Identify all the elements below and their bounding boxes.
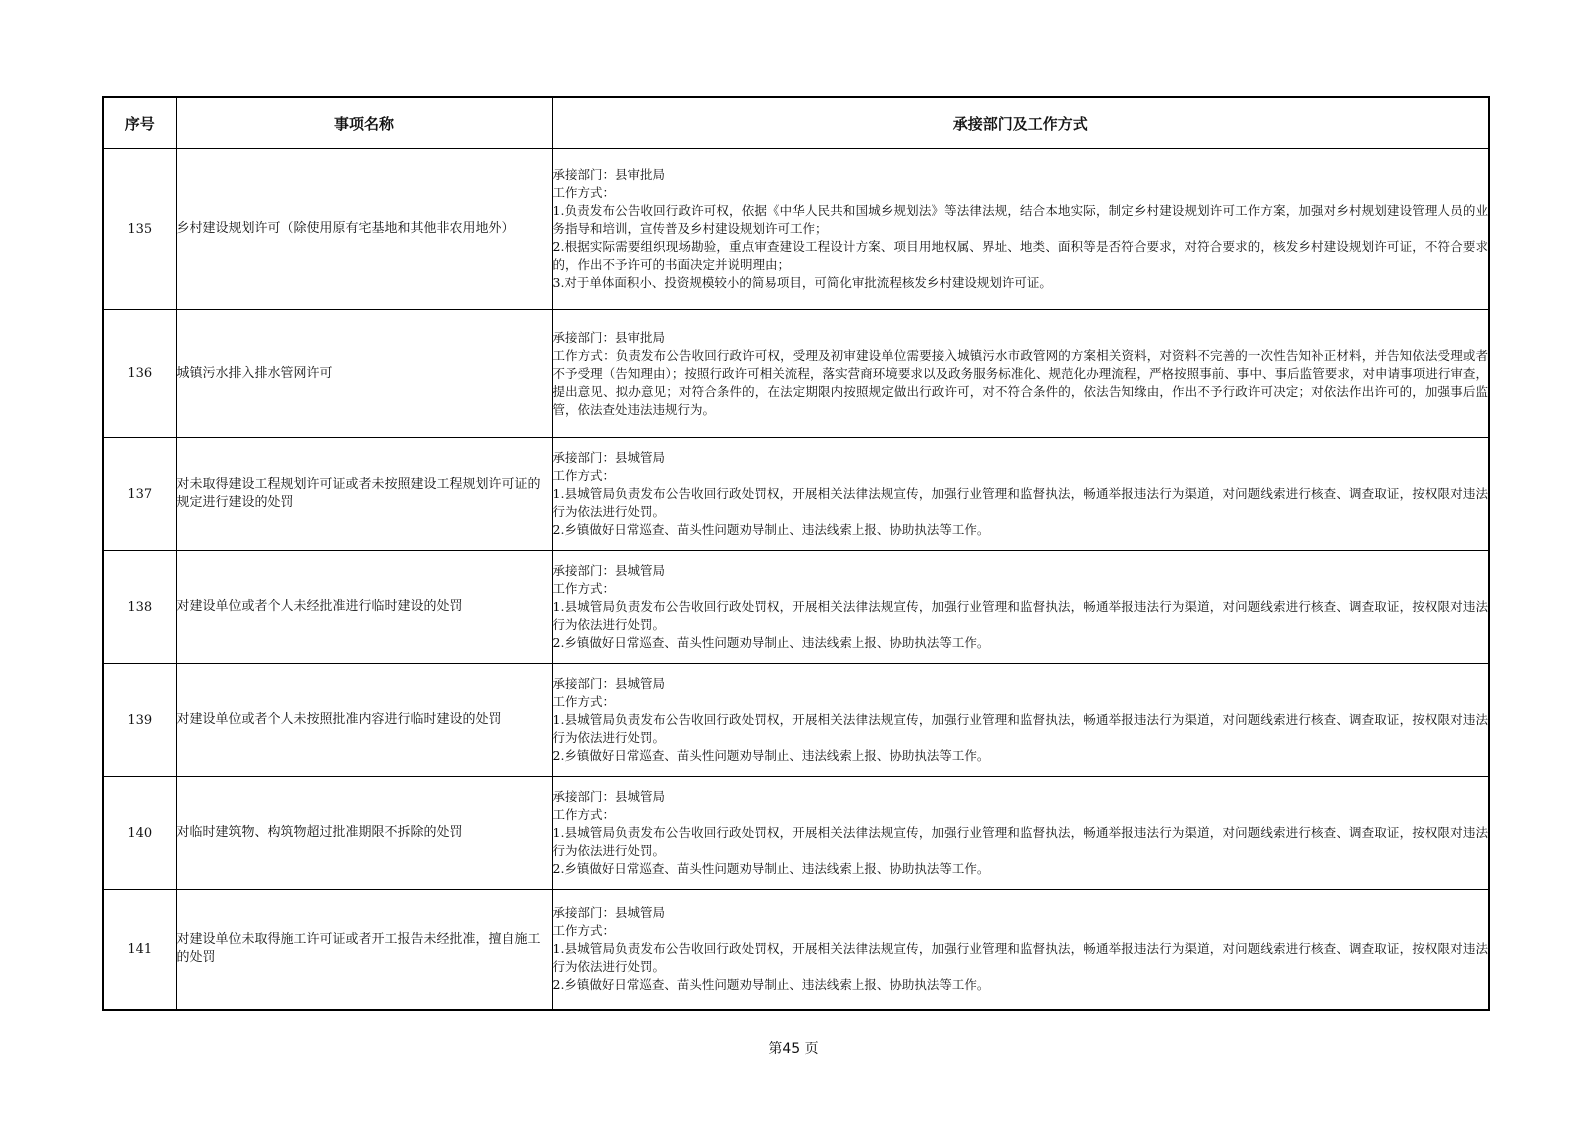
row-number: 136 [103, 310, 176, 438]
item-name: 对建设单位或者个人未按照批准内容进行临时建设的处罚 [176, 664, 552, 777]
detail-line: 3.对于单体面积小、投资规模较小的简易项目，可简化审批流程核发乡村建设规划许可证。 [552, 275, 1052, 290]
detail-line: 承接部门：县城管局 [552, 563, 666, 578]
detail-line: 1.县城管局负责发布公告收回行政处罚权，开展相关法律法规宣传，加强行业管理和监督执法，畅通举报违法行为渠道，对问题线索进行核查、调查取证，按权限对违法行为依法进行处罚。 [552, 599, 1488, 632]
table-row [103, 551, 1489, 664]
item-detail [552, 777, 1489, 890]
header-name: 事项名称 [176, 97, 552, 149]
row-number: 139 [103, 664, 176, 777]
row-number: 135 [103, 149, 176, 310]
row-number: 137 [103, 438, 176, 551]
detail-line: 工作方式：负责发布公告收回行政许可权，受理及初审建设单位需要接入城镇污水市政管网的方案相关资料，对资料不完善的一次性告知补正材料，并告知依法受理或者不予受理（告知理由）；按照行政许可相关流程，落实营商环境要求以及政务服务标准化、规范化办理流程，严格按照事前、事中、事后监管要求，对申请事项进行审查，提出意见、拟办意见；对符合条件的，在法定期限内按照规定做出行政许可，对不符合条件的，依法告知缘由，作出不予行政许可决定；对依法作出许可的，加强事后监管，依法查处违法违规行为。 [552, 347, 1488, 417]
item-name: 城镇污水排入排水管网许可 [176, 310, 552, 438]
detail-line: 2.乡镇做好日常巡查、苗头性问题劝导制止、违法线索上报、协助执法等工作。 [552, 861, 990, 876]
detail-line: 1.县城管局负责发布公告收回行政处罚权，开展相关法律法规宣传，加强行业管理和监督执法，畅通举报违法行为渠道，对问题线索进行核查、调查取证，按权限对违法行为依法进行处罚。 [552, 712, 1488, 745]
detail-line: 2.根据实际需要组织现场勘验，重点审查建设工程设计方案、项目用地权属、界址、地类、面积等是否符合要求，对符合要求的，核发乡村建设规划许可证，不符合要求的，作出不予许可的书面决定并说明理由； [552, 239, 1488, 272]
detail-line: 2.乡镇做好日常巡查、苗头性问题劝导制止、违法线索上报、协助执法等工作。 [552, 748, 990, 763]
page-number: 第45 页 [768, 1041, 819, 1057]
detail-line: 承接部门：县城管局 [552, 789, 666, 804]
item-name: 对建设单位或者个人未经批准进行临时建设的处罚 [176, 551, 552, 664]
detail-line: 2.乡镇做好日常巡查、苗头性问题劝导制止、违法线索上报、协助执法等工作。 [552, 522, 990, 537]
table-row [103, 664, 1489, 777]
item-detail [552, 149, 1489, 310]
detail-line: 2.乡镇做好日常巡查、苗头性问题劝导制止、违法线索上报、协助执法等工作。 [552, 977, 990, 993]
detail-line: 承接部门：县城管局 [552, 905, 666, 921]
approval-items-table [102, 96, 1490, 1011]
detail-line: 工作方式： [552, 923, 616, 939]
detail-line: 工作方式： [552, 185, 616, 200]
item-detail [552, 551, 1489, 664]
item-detail [552, 438, 1489, 551]
row-number: 140 [103, 777, 176, 890]
detail-line: 承接部门：县审批局 [552, 329, 666, 345]
item-detail [552, 310, 1489, 438]
detail-line: 1.县城管局负责发布公告收回行政处罚权，开展相关法律法规宣传，加强行业管理和监督执法，畅通举报违法行为渠道，对问题线索进行核查、调查取证，按权限对违法行为依法进行处罚。 [552, 486, 1488, 519]
row-number: 138 [103, 551, 176, 664]
item-detail [552, 890, 1489, 1010]
header-detail: 承接部门及工作方式 [552, 97, 1489, 149]
item-name: 对临时建筑物、构筑物超过批准期限不拆除的处罚 [176, 777, 552, 890]
detail-line: 承接部门：县审批局 [552, 167, 666, 182]
detail-line: 工作方式： [552, 694, 616, 709]
item-detail [552, 664, 1489, 777]
detail-line: 承接部门：县城管局 [552, 450, 666, 465]
table-row [103, 890, 1489, 1010]
row-number: 141 [103, 890, 176, 1010]
detail-line: 工作方式： [552, 581, 616, 596]
detail-line: 承接部门：县城管局 [552, 676, 666, 691]
detail-line: 1.县城管局负责发布公告收回行政处罚权，开展相关法律法规宣传，加强行业管理和监督执法，畅通举报违法行为渠道，对问题线索进行核查、调查取证，按权限对违法行为依法进行处罚。 [552, 825, 1488, 858]
header-num: 序号 [103, 97, 176, 149]
detail-line: 工作方式： [552, 468, 616, 483]
detail-line: 工作方式： [552, 807, 616, 822]
table-row [103, 438, 1489, 551]
table-row [103, 777, 1489, 890]
detail-line: 2.乡镇做好日常巡查、苗头性问题劝导制止、违法线索上报、协助执法等工作。 [552, 635, 990, 650]
item-name: 对建设单位未取得施工许可证或者开工报告未经批准，擅自施工的处罚 [176, 890, 552, 1010]
item-name: 对未取得建设工程规划许可证或者未按照建设工程规划许可证的规定进行建设的处罚 [176, 438, 552, 551]
detail-line: 1.县城管局负责发布公告收回行政处罚权，开展相关法律法规宣传，加强行业管理和监督执法，畅通举报违法行为渠道，对问题线索进行核查、调查取证，按权限对违法行为依法进行处罚。 [552, 941, 1488, 975]
table-row [103, 149, 1489, 310]
item-name: 乡村建设规划许可（除使用原有宅基地和其他非农用地外） [176, 149, 552, 310]
detail-line: 1.负责发布公告收回行政许可权，依据《中华人民共和国城乡规划法》等法律法规，结合本地实际，制定乡村建设规划许可工作方案，加强对乡村规划建设管理人员的业务指导和培训，宣传普及乡村建设规划许可工作； [552, 203, 1488, 236]
table-row [103, 310, 1489, 438]
table-header-row [103, 97, 1489, 149]
